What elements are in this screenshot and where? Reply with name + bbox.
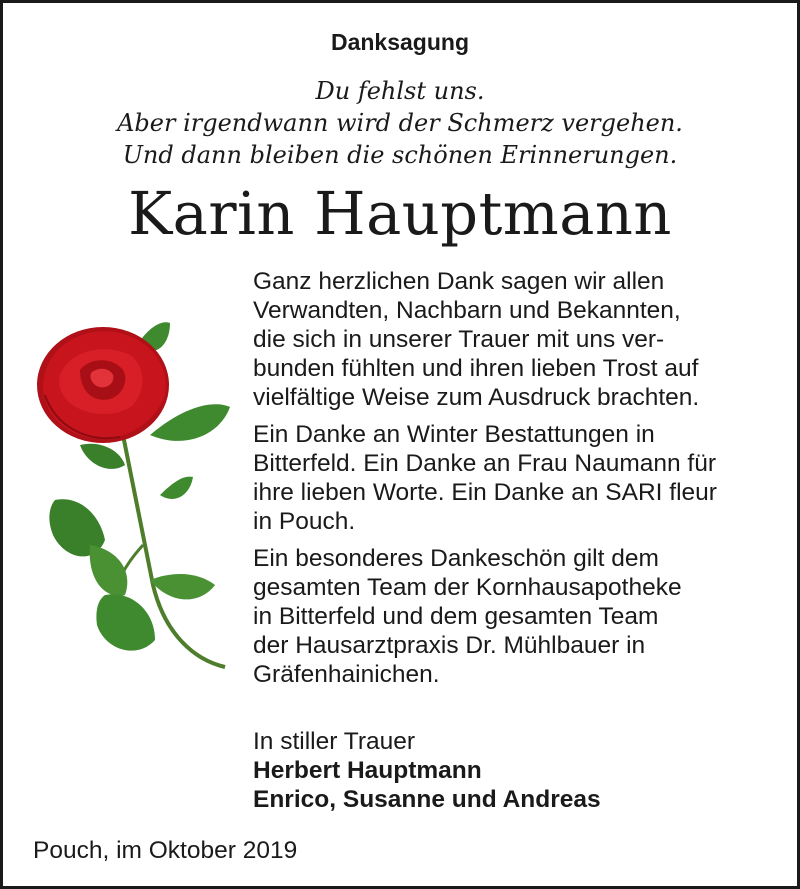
place-date: Pouch, im Oktober 2019 bbox=[33, 837, 298, 864]
message-paragraph: Ganz herzlichen Dank sagen wir allen Verwandten, Nachbarn und Bekannten, die sich in unserer Trauer mit uns ver- bunden fühlten und ihren lieben Trost auf vielfältige Weise zum Ausdruck brachten. bbox=[253, 268, 700, 411]
rose-image bbox=[25, 315, 245, 685]
signatory: Enrico, Susanne und Andreas bbox=[253, 786, 601, 813]
verse-line: Und dann bleiben die schönen Erinnerungen. bbox=[122, 141, 678, 169]
verse-line: Du fehlst uns. bbox=[315, 77, 485, 105]
verse bbox=[3, 75, 797, 171]
verse-line: Aber irgendwann wird der Schmerz vergehen. bbox=[117, 109, 683, 137]
heading: Danksagung bbox=[330, 29, 470, 55]
message-body bbox=[253, 267, 793, 697]
deceased-name: Karin Hauptmann bbox=[128, 179, 672, 248]
message-paragraph: Ein Danke an Winter Bestattungen in Bitterfeld. Ein Danke an Frau Naumann für ihre lieben Worte. Ein Danke an SARI fleur in Pouch. bbox=[253, 421, 717, 535]
signatory: Herbert Hauptmann bbox=[253, 757, 482, 784]
message-paragraph: Ein besonderes Dankeschön gilt dem gesamten Team der Kornhausapotheke in Bitterfeld und dem gesamten Team der Hausarztpraxis Dr. Mühlbauer in Gräfenhainichen. bbox=[253, 545, 682, 688]
closing-text: In stiller Trauer bbox=[253, 728, 416, 755]
signature-block bbox=[253, 727, 601, 814]
